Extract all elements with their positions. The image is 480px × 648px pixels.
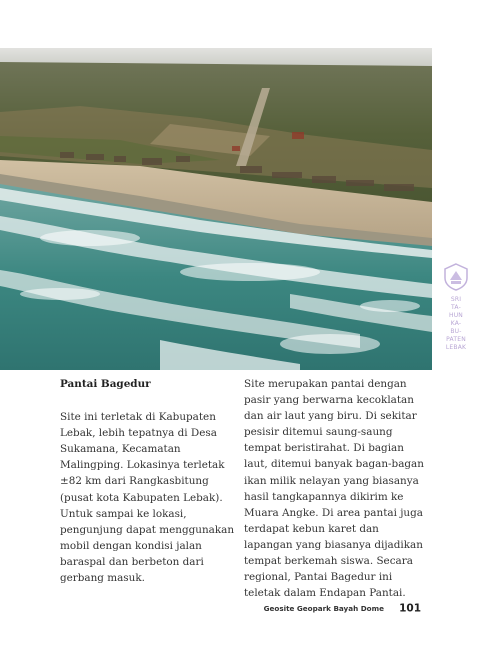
sidebar-line: KA- [450,320,462,327]
sidebar-line: BU- [450,328,462,335]
page-number: 101 [399,602,421,615]
sidebar-line: PATEN [446,336,466,343]
sidebar-line: SRI [450,296,462,303]
article-title: Pantai Bagedur [60,378,151,390]
right-paragraph: Site merupakan pantai dengan pasir yang berwarna kecoklatan dan air laut yang biru. Di sekitar pesisir ditemui saung-saung tempat beristirahat. Di bagian laut, ditemui banyak bagan-bagan ikan milik nelayan yang biasanya hasil tangkapannya dikirim ke Muara Angke. Di area pantai juga terdapat kebun karet dan lapangan yang biasanya dijadikan tempat berkemah siswa. Secara regional, Pantai Bagedur ini teletak dalam Endapan Pantai. [244,378,424,600]
lebak-regency-emblem-icon [441,262,471,292]
sidebar-line: TA- [451,304,461,311]
aerial-beach-photo [0,48,432,370]
right-column [244,376,424,601]
left-paragraph: Site ini terletak di Kabupaten Lebak, lebih tepatnya di Desa Sukamana, Kecamatan Malingping. Lokasinya terletak ±82 km dari Rangkasbitung (pusat kota Kabupaten Lebak). Untuk sampai ke lokasi, pengunjung dapat menggunakan mobil dengan kondisi jalan baraspal dan berbeton dari gerbang masuk. [60,411,235,585]
sidebar-line: HUN [449,312,463,319]
page-footer [0,598,421,617]
sidebar-tab [438,262,474,362]
left-column [60,376,236,586]
sidebar-label [438,296,474,352]
sidebar-line: LEBAK [445,344,467,351]
footer-label: Geosite Geopark Bayah Dome [263,604,384,613]
